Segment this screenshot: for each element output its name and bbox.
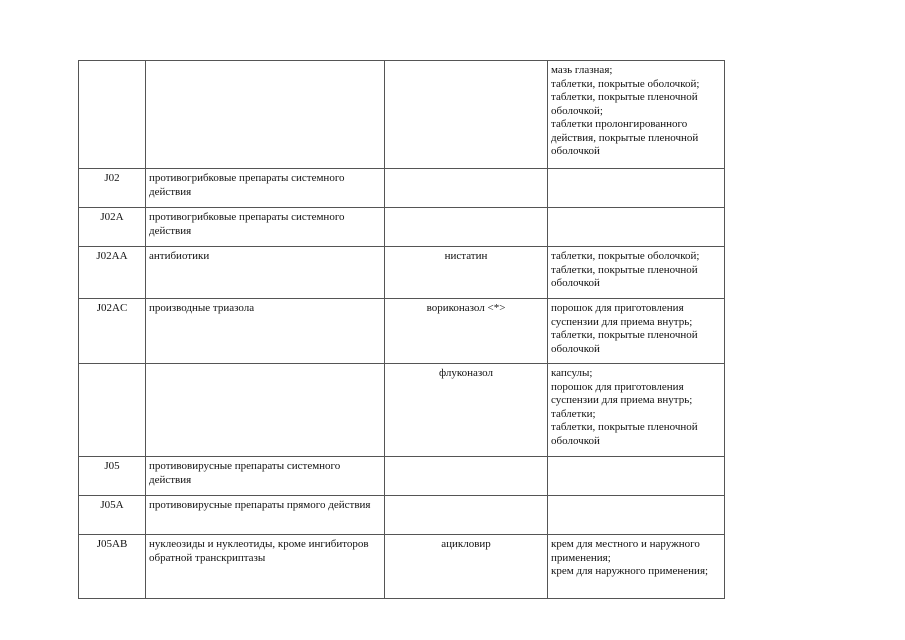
dosage-form: капсулы; [551, 367, 593, 379]
dosage-forms-cell [548, 299, 725, 364]
dosage-forms-cell [548, 208, 725, 247]
atc-code-cell: J02A [79, 208, 146, 247]
atc-code-cell [79, 61, 146, 169]
dosage-forms-cell [548, 247, 725, 299]
atc-code-cell: J05AB [79, 535, 146, 599]
table-body [79, 61, 725, 599]
group-cell [146, 61, 385, 169]
dosage-form: таблетки, покрытые пленочной оболочкой [551, 329, 701, 355]
table-row [79, 535, 725, 599]
group-cell: нуклеозиды и нуклеотиды, кроме ингибиторов обратной транскриптазы [146, 535, 385, 599]
atc-code-cell: J02AA [79, 247, 146, 299]
dosage-form: порошок для приготовления суспензии для приема внутрь; [551, 302, 693, 328]
dosage-forms-cell [548, 61, 725, 169]
table-row [79, 247, 725, 299]
drug-name-cell: вориконазол <*> [385, 299, 548, 364]
drug-name-cell: нистатин [385, 247, 548, 299]
drug-name-cell: ацикловир [385, 535, 548, 599]
table-row [79, 496, 725, 535]
atc-code-cell: J05 [79, 457, 146, 496]
dosage-form: таблетки, покрытые оболочкой; [551, 250, 700, 262]
dosage-form: таблетки, покрытые пленочной оболочкой [551, 421, 701, 447]
dosage-form: порошок для приготовления суспензии для приема внутрь; [551, 380, 693, 406]
table-row [79, 299, 725, 364]
drug-list-table [78, 60, 725, 599]
dosage-form: крем для местного и наружного применения; [551, 538, 703, 564]
atc-code-cell: J02 [79, 169, 146, 208]
drug-name-cell [385, 169, 548, 208]
dosage-form: таблетки пролонгированного действия, покрытые пленочной оболочкой [551, 118, 702, 157]
table-row [79, 61, 725, 169]
dosage-forms-cell [548, 364, 725, 457]
group-cell: противовирусные препараты прямого действия [146, 496, 385, 535]
dosage-forms-cell [548, 169, 725, 208]
drug-name-cell: флуконазол [385, 364, 548, 457]
table-row [79, 364, 725, 457]
dosage-forms-cell [548, 457, 725, 496]
group-cell: противовирусные препараты системного действия [146, 457, 385, 496]
dosage-form: крем для наружного применения; [551, 565, 709, 577]
table-row [79, 169, 725, 208]
dosage-forms-cell [548, 535, 725, 599]
group-cell: противогрибковые препараты системного действия [146, 208, 385, 247]
table-row [79, 208, 725, 247]
drug-name-cell [385, 61, 548, 169]
group-cell [146, 364, 385, 457]
group-cell: производные триазола [146, 299, 385, 364]
dosage-forms-cell [548, 496, 725, 535]
group-cell: противогрибковые препараты системного действия [146, 169, 385, 208]
dosage-form: мазь глазная; [551, 64, 613, 76]
group-cell: антибиотики [146, 247, 385, 299]
table-row [79, 457, 725, 496]
dosage-form: таблетки; [551, 407, 596, 420]
atc-code-cell: J05A [79, 496, 146, 535]
drug-name-cell [385, 208, 548, 247]
dosage-form: таблетки, покрытые пленочной оболочкой; [551, 91, 701, 117]
dosage-form: таблетки, покрытые оболочкой; [551, 77, 700, 90]
dosage-form: таблетки, покрытые пленочной оболочкой [551, 263, 701, 289]
drug-name-cell [385, 457, 548, 496]
atc-code-cell: J02AC [79, 299, 146, 364]
drug-name-cell [385, 496, 548, 535]
atc-code-cell [79, 364, 146, 457]
